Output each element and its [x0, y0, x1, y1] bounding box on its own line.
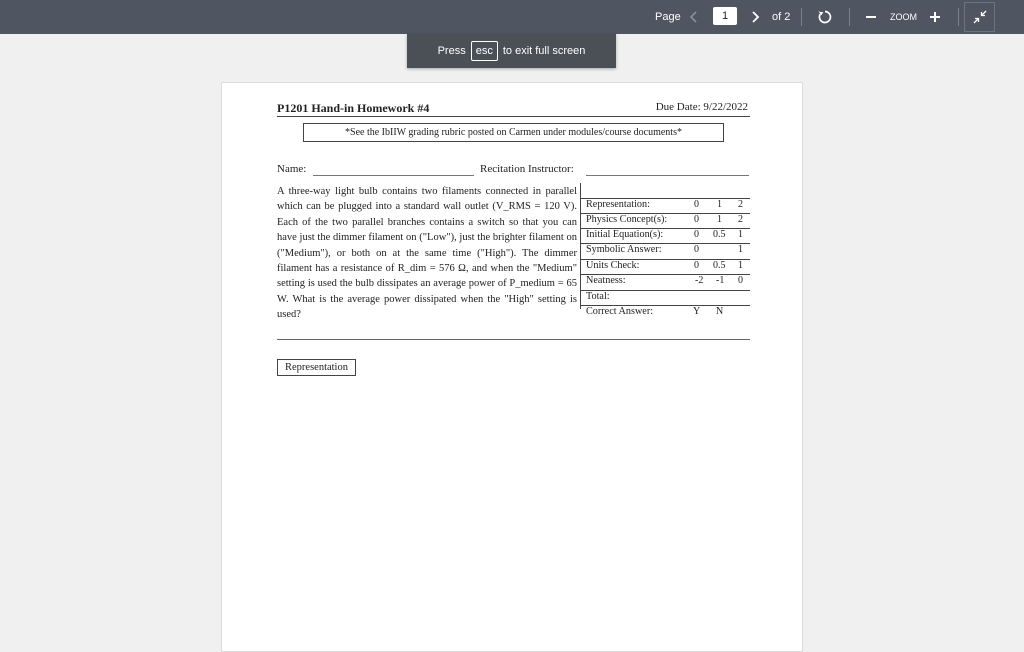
rubric-score: 0.5 [713, 229, 726, 240]
rubric-score: N [716, 306, 724, 317]
rubric-score: 1 [717, 214, 722, 225]
esc-key: esc [471, 41, 498, 61]
plus-icon [929, 11, 941, 23]
exit-fullscreen-icon [973, 10, 987, 24]
zoom-in-button[interactable] [929, 0, 941, 34]
rubric-note: *See the IbIIW grading rubric posted on Carmen under modules/course documents* [303, 123, 724, 142]
homework-title: P1201 Hand-in Homework #4 [277, 101, 430, 115]
rubric-score: -2 [695, 275, 704, 286]
recitation-line [586, 175, 749, 176]
page-label: Page [655, 11, 681, 23]
rotate-icon [817, 9, 833, 25]
toast-exit-text: to exit full screen [502, 45, 586, 57]
rubric-score: 1 [717, 199, 722, 210]
rubric-label: Neatness: [586, 275, 626, 286]
rotate-button[interactable] [817, 0, 833, 34]
viewer-toolbar [0, 0, 1024, 34]
divider [849, 8, 850, 26]
chevron-left-icon [689, 10, 699, 24]
rubric-score: 0 [694, 260, 699, 271]
problem-statement: A three-way light bulb contains two filaments connected in parallel which can be plugged into a standard wall outlet (V_RMS = 120 V). Each of the two parallel branches contains a switch so that you can have just the dimmer filament on ("Low"), just the brighter filament on ("Medium"), or both on at the same time ("High"). The dimmer filament has a resistance of R_dim = 576 Ω, and when the "Medium" setting is used the bulb dissipates an average power of P_medium = 65 W. What is the average power dissipated when the "High" setting is used? [277, 186, 577, 321]
rubric-label: Physics Concept(s): [586, 214, 668, 225]
rubric-label: Units Check: [586, 260, 640, 271]
minus-icon [865, 11, 877, 23]
rubric-score: -1 [716, 275, 725, 286]
rubric-label: Initial Equation(s): [586, 229, 664, 240]
recitation-label: Recitation Instructor: [480, 163, 574, 175]
next-page-button[interactable] [750, 0, 760, 34]
rubric-label: Correct Answer: [586, 306, 654, 317]
rubric-score: 0 [694, 244, 699, 255]
chevron-right-icon [750, 10, 760, 24]
representation-box: Representation [277, 359, 356, 376]
rubric-score: 1 [738, 229, 743, 240]
divider [801, 8, 802, 26]
rubric-label: Symbolic Answer: [586, 244, 662, 255]
zoom-label: ZOOM [890, 12, 917, 22]
prev-page-button[interactable] [689, 0, 699, 34]
rubric-score: 0 [738, 275, 743, 286]
divider [958, 8, 959, 26]
name-label: Name: [277, 163, 307, 175]
page-count: of 2 [772, 11, 791, 23]
rubric-label: Representation: [586, 199, 650, 210]
rubric-score: 2 [738, 199, 743, 210]
problem-rule [277, 339, 750, 340]
rubric-score: 1 [738, 244, 743, 255]
document-page [221, 82, 803, 652]
fullscreen-toast [407, 34, 616, 68]
rubric-score: 0.5 [713, 260, 726, 271]
zoom-out-button[interactable] [865, 0, 877, 34]
toast-press-text: Press [437, 45, 466, 57]
rubric-score: Y [693, 306, 701, 317]
title-rule [277, 116, 750, 117]
name-line [313, 175, 474, 176]
rubric-score: 0 [694, 214, 699, 225]
due-date: Due Date: 9/22/2022 [655, 101, 748, 113]
page-number-input[interactable]: 1 [713, 7, 737, 25]
rubric-score: 1 [738, 260, 743, 271]
rubric-score: 2 [738, 214, 743, 225]
rubric-score: 0 [694, 229, 699, 240]
rubric-label: Total: [586, 291, 610, 302]
exit-fullscreen-button[interactable] [964, 2, 995, 32]
rubric-score: 0 [694, 199, 699, 210]
